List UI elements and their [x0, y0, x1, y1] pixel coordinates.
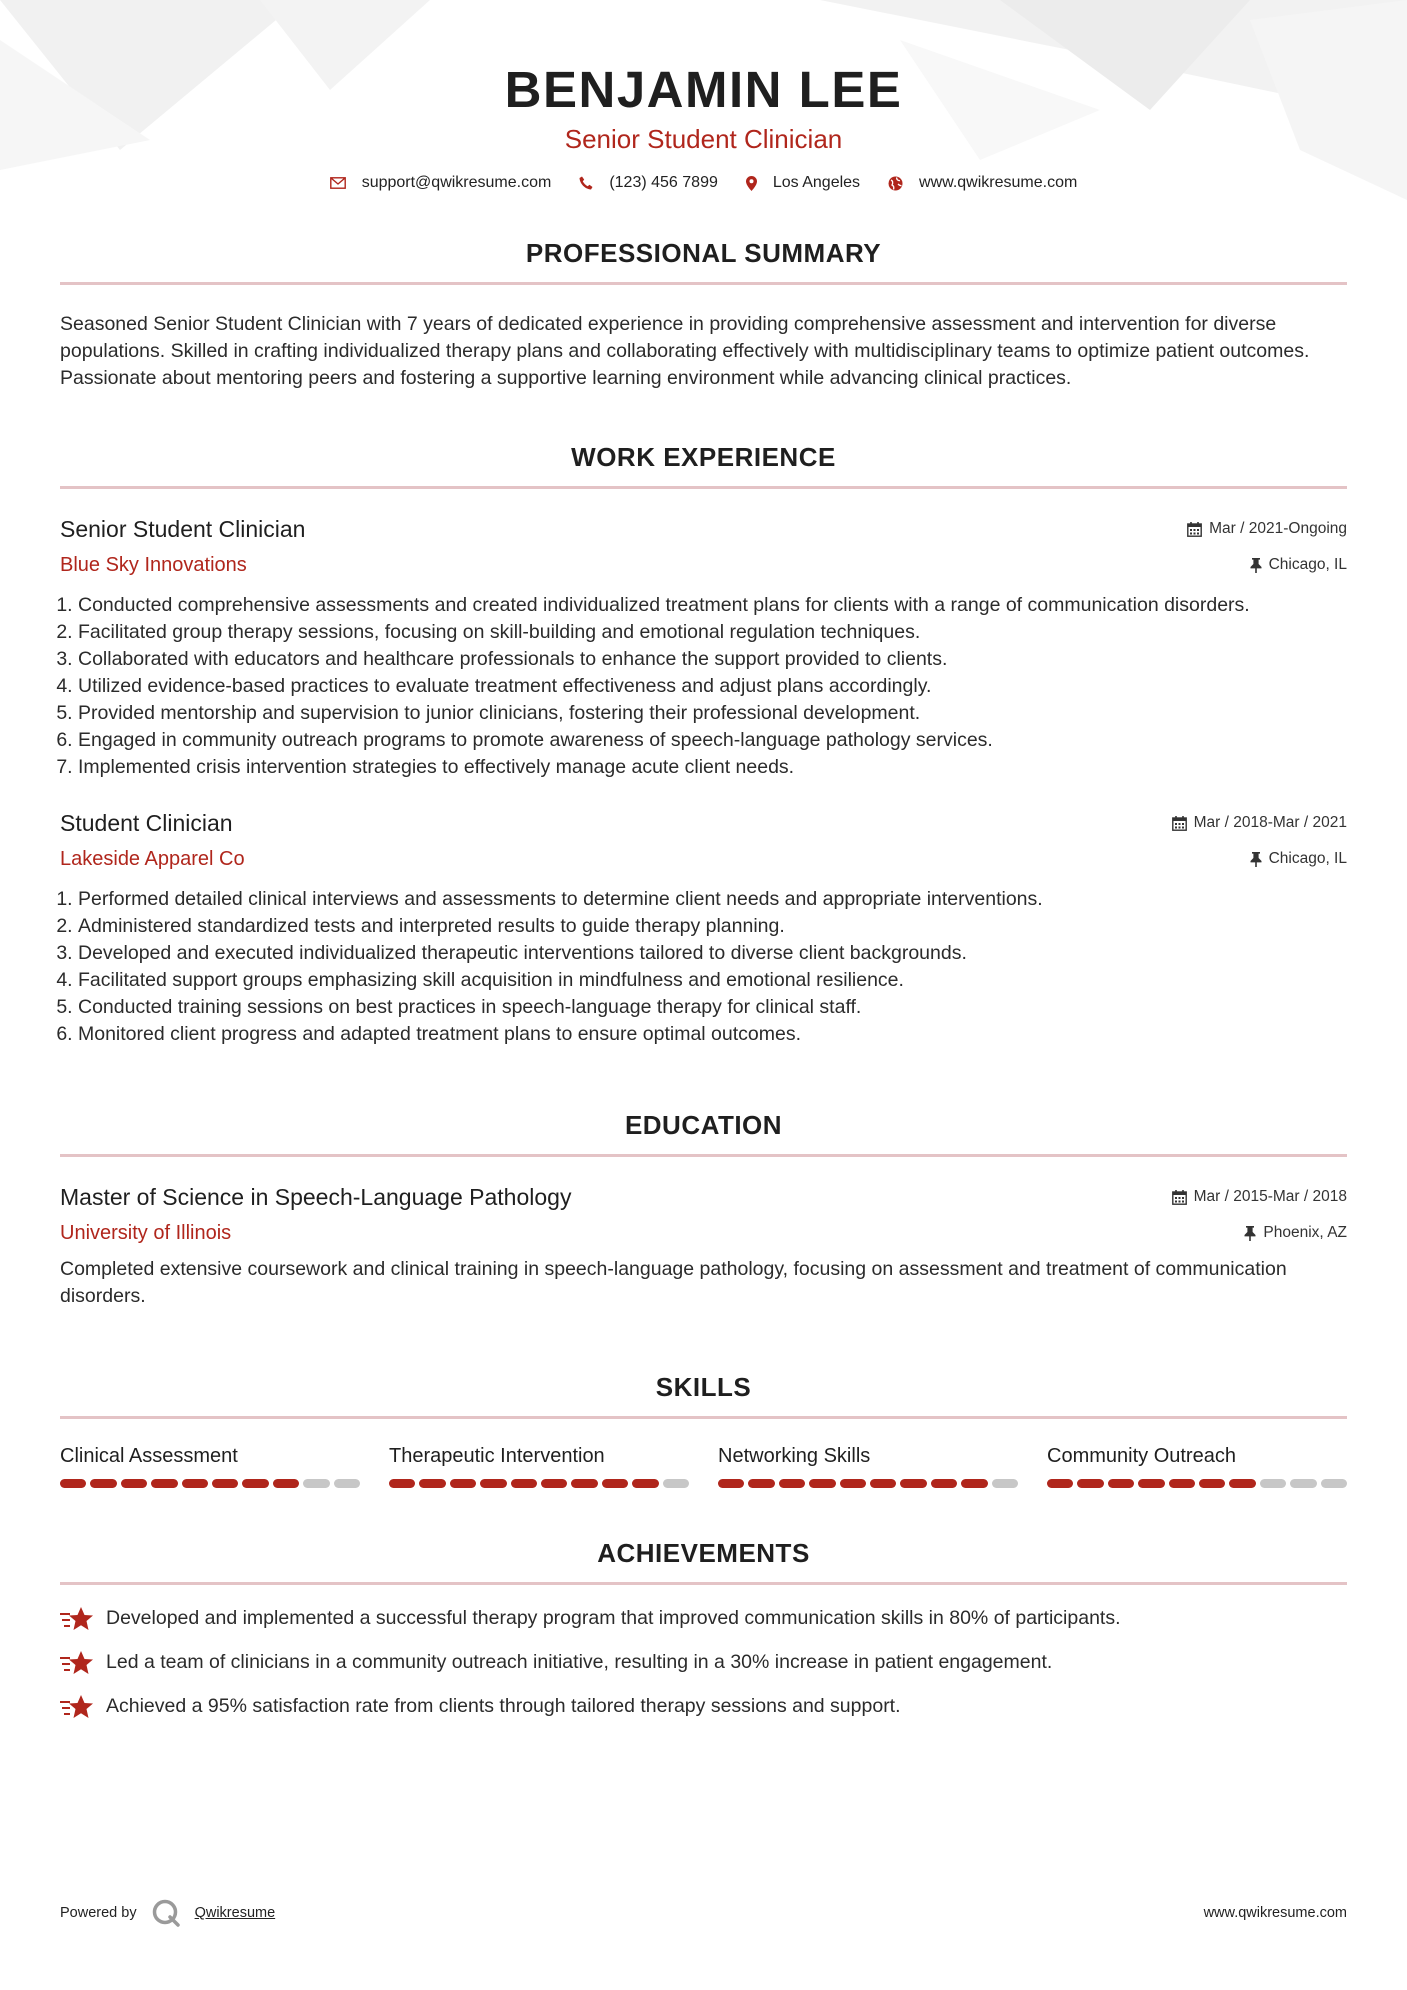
job-bullet: 4. Facilitated support groups emphasizing skill acquisition in mindfulness and emotional resilience.	[78, 967, 1347, 994]
footer-website[interactable]: www.qwikresume.com	[1203, 1905, 1347, 1921]
section-divider	[60, 1416, 1347, 1419]
job-header-row	[60, 809, 1347, 837]
skill-rating-bar	[60, 1479, 360, 1488]
skills-grid	[60, 1443, 1347, 1488]
achievement-text: Developed and implemented a successful therapy program that improved communication skills in 80% of participants.	[106, 1607, 1121, 1629]
job-location-text: Chicago, IL	[1268, 556, 1347, 573]
skill-segment-filled	[571, 1479, 597, 1488]
job-location	[1250, 850, 1347, 868]
education-section	[60, 1110, 1347, 1310]
job-company: Lakeside Apparel Co	[60, 848, 245, 870]
job-company: Blue Sky Innovations	[60, 554, 247, 576]
job-dates-text: Mar / 2021-Ongoing	[1209, 520, 1347, 537]
education-heading: EDUCATION	[624, 1110, 783, 1140]
calendar-icon	[1187, 522, 1202, 537]
skill-segment-filled	[931, 1479, 957, 1488]
powered-by-label: Powered by	[60, 1905, 137, 1921]
education-location-text: Phoenix, AZ	[1263, 1224, 1347, 1241]
skill-segment-filled	[541, 1479, 567, 1488]
job-title: Student Clinician	[60, 810, 233, 836]
job-dates-text: Mar / 2018-Mar / 2021	[1193, 814, 1347, 831]
skill-segment-filled	[840, 1479, 866, 1488]
calendar-icon	[1172, 1190, 1187, 1205]
job-bullet: 1. Performed detailed clinical interviews and assessments to determine client needs and appropriate interventions.	[78, 886, 1347, 913]
skill-rating-bar	[1047, 1479, 1347, 1488]
skill-item	[1047, 1443, 1347, 1488]
skill-segment-filled	[1108, 1479, 1134, 1488]
job-bullet: 7. Implemented crisis intervention strategies to effectively manage acute client needs.	[78, 754, 1347, 781]
phone-text: (123) 456 7899	[609, 174, 718, 191]
skill-segment-filled	[961, 1479, 987, 1488]
contact-phone[interactable]	[579, 174, 718, 192]
job-bullet: 3. Developed and executed individualized therapeutic interventions tailored to diverse client backgrounds.	[78, 940, 1347, 967]
skill-segment-filled	[718, 1479, 744, 1488]
contact-website[interactable]	[888, 174, 1077, 192]
powered-by	[60, 1898, 275, 1928]
school-name: University of Illinois	[60, 1222, 232, 1244]
contact-location	[746, 174, 860, 192]
skill-segment-filled	[151, 1479, 177, 1488]
skill-segment-empty	[303, 1479, 329, 1488]
website-text: www.qwikresume.com	[919, 174, 1078, 191]
summary-heading: PROFESSIONAL SUMMARY	[525, 238, 882, 268]
skill-segment-filled	[212, 1479, 238, 1488]
job-bullet: 2. Administered standardized tests and interpreted results to guide therapy planning.	[78, 913, 1347, 940]
skill-segment-filled	[870, 1479, 896, 1488]
skill-segment-filled	[809, 1479, 835, 1488]
phone-icon	[579, 176, 593, 190]
skill-segment-filled	[632, 1479, 658, 1488]
education-description: Completed extensive coursework and clinical training in speech-language pathology, focusing on assessment and treatment of communication disorders.	[60, 1258, 1287, 1307]
skills-heading: SKILLS	[655, 1372, 752, 1402]
qwikresume-link[interactable]: Qwikresume	[194, 1905, 276, 1921]
section-divider	[60, 1582, 1347, 1585]
envelope-icon	[330, 177, 346, 189]
education-dates-text: Mar / 2015-Mar / 2018	[1193, 1188, 1347, 1205]
skill-segment-filled	[182, 1479, 208, 1488]
job-subheader-row	[60, 846, 1347, 872]
skill-segment-empty	[334, 1479, 360, 1488]
skill-name: Therapeutic Intervention	[389, 1445, 605, 1467]
skill-segment-filled	[1138, 1479, 1164, 1488]
experience-section	[60, 442, 1347, 1048]
achievement-text: Achieved a 95% satisfaction rate from clients through tailored therapy sessions and support.	[106, 1695, 901, 1717]
job-bullet: 4. Utilized evidence-based practices to evaluate treatment effectiveness and adjust plans accordingly.	[78, 673, 1347, 700]
skill-name: Clinical Assessment	[60, 1445, 238, 1467]
globe-icon	[888, 176, 903, 191]
skill-segment-filled	[1229, 1479, 1255, 1488]
resume-header	[60, 0, 1347, 192]
calendar-icon	[1172, 816, 1187, 831]
job-bullet: 6. Monitored client progress and adapted treatment plans to ensure optimal outcomes.	[78, 1021, 1347, 1048]
pushpin-icon	[1250, 852, 1262, 867]
summary-text: Seasoned Senior Student Clinician with 7 years of dedicated experience in providing comprehensive assessment and intervention for diverse populations. Skilled in crafting individualized therapy plans and collaborating effectively with multidisciplinary teams to optimize patient outcomes. Passionate about mentoring peers and fostering a supportive learning environment while advancing clinical practices.	[60, 313, 1310, 389]
achievement-text: Led a team of clinicians in a community outreach initiative, resulting in a 30% increase in patient engagement.	[106, 1651, 1053, 1673]
job-dates	[1187, 520, 1347, 538]
skill-segment-filled	[900, 1479, 926, 1488]
skill-rating-bar	[718, 1479, 1018, 1488]
map-pin-icon	[746, 176, 757, 191]
skill-segment-filled	[511, 1479, 537, 1488]
contact-bar	[60, 174, 1347, 192]
degree-title: Master of Science in Speech-Language Pathology	[60, 1184, 572, 1210]
skill-name: Networking Skills	[718, 1445, 871, 1467]
skill-segment-filled	[480, 1479, 506, 1488]
job-location-text: Chicago, IL	[1268, 850, 1347, 867]
education-location	[1244, 1224, 1347, 1242]
skill-segment-empty	[1321, 1479, 1347, 1488]
pushpin-icon	[1250, 558, 1262, 573]
skill-name: Community Outreach	[1047, 1445, 1236, 1467]
job-entry	[60, 515, 1347, 781]
location-text: Los Angeles	[772, 174, 861, 191]
education-subheader-row	[60, 1220, 1347, 1246]
job-subheader-row	[60, 552, 1347, 578]
education-dates	[1172, 1188, 1347, 1206]
job-bullets	[60, 886, 1347, 1048]
skill-segment-filled	[419, 1479, 445, 1488]
job-bullet: 5. Conducted training sessions on best practices in speech-language therapy for clinical staff.	[78, 994, 1347, 1021]
qwikresume-logo-icon	[151, 1898, 181, 1928]
section-divider	[60, 1154, 1347, 1157]
skill-segment-filled	[1047, 1479, 1073, 1488]
job-entry	[60, 809, 1347, 1048]
skill-segment-filled	[121, 1479, 147, 1488]
achievements-section	[60, 1538, 1347, 1720]
skill-segment-filled	[450, 1479, 476, 1488]
skill-rating-bar	[389, 1479, 689, 1488]
summary-section	[60, 238, 1347, 392]
section-divider	[60, 282, 1347, 285]
skill-segment-filled	[1169, 1479, 1195, 1488]
skill-segment-empty	[663, 1479, 689, 1488]
star-icon	[60, 1694, 94, 1720]
experience-heading: WORK EXPERIENCE	[571, 442, 836, 472]
candidate-title: Senior Student Clinician	[564, 124, 843, 154]
education-entry	[60, 1183, 1347, 1310]
email-text: support@qwikresume.com	[361, 174, 552, 191]
achievements-list	[60, 1605, 1347, 1720]
job-bullet: 1. Conducted comprehensive assessments and created individualized treatment plans for clients with a range of communication disorders.	[78, 592, 1347, 619]
skill-segment-empty	[992, 1479, 1018, 1488]
achievement-item	[60, 1693, 1347, 1720]
job-bullet: 2. Facilitated group therapy sessions, focusing on skill-building and emotional regulation techniques.	[78, 619, 1347, 646]
achievement-item	[60, 1605, 1347, 1632]
skill-segment-filled	[1077, 1479, 1103, 1488]
skill-segment-empty	[1260, 1479, 1286, 1488]
star-icon	[60, 1650, 94, 1676]
job-bullet: 3. Collaborated with educators and healthcare professionals to enhance the support provided to clients.	[78, 646, 1347, 673]
job-bullet: 5. Provided mentorship and supervision to junior clinicians, fostering their professional development.	[78, 700, 1347, 727]
pushpin-icon	[1244, 1226, 1256, 1241]
job-header-row	[60, 515, 1347, 543]
skill-item	[60, 1443, 360, 1488]
skill-segment-empty	[1290, 1479, 1316, 1488]
skill-item	[718, 1443, 1018, 1488]
skills-section	[60, 1372, 1347, 1488]
job-location	[1250, 556, 1347, 574]
skill-segment-filled	[748, 1479, 774, 1488]
skill-segment-filled	[60, 1479, 86, 1488]
achievements-heading: ACHIEVEMENTS	[597, 1538, 810, 1568]
job-bullet: 6. Engaged in community outreach programs to promote awareness of speech-language pathology services.	[78, 727, 1347, 754]
section-divider	[60, 486, 1347, 489]
job-title: Senior Student Clinician	[60, 516, 306, 542]
education-header-row	[60, 1183, 1347, 1211]
skill-segment-filled	[389, 1479, 415, 1488]
star-icon	[60, 1606, 94, 1632]
skill-segment-filled	[273, 1479, 299, 1488]
skill-segment-filled	[90, 1479, 116, 1488]
candidate-name: BENJAMIN LEE	[504, 61, 903, 118]
job-bullets	[60, 592, 1347, 781]
skill-item	[389, 1443, 689, 1488]
page-footer	[60, 1898, 1347, 1928]
skill-segment-filled	[1199, 1479, 1225, 1488]
skill-segment-filled	[602, 1479, 628, 1488]
achievement-item	[60, 1649, 1347, 1676]
contact-email[interactable]	[330, 174, 552, 192]
skill-segment-filled	[242, 1479, 268, 1488]
skill-segment-filled	[779, 1479, 805, 1488]
job-dates	[1172, 814, 1347, 832]
